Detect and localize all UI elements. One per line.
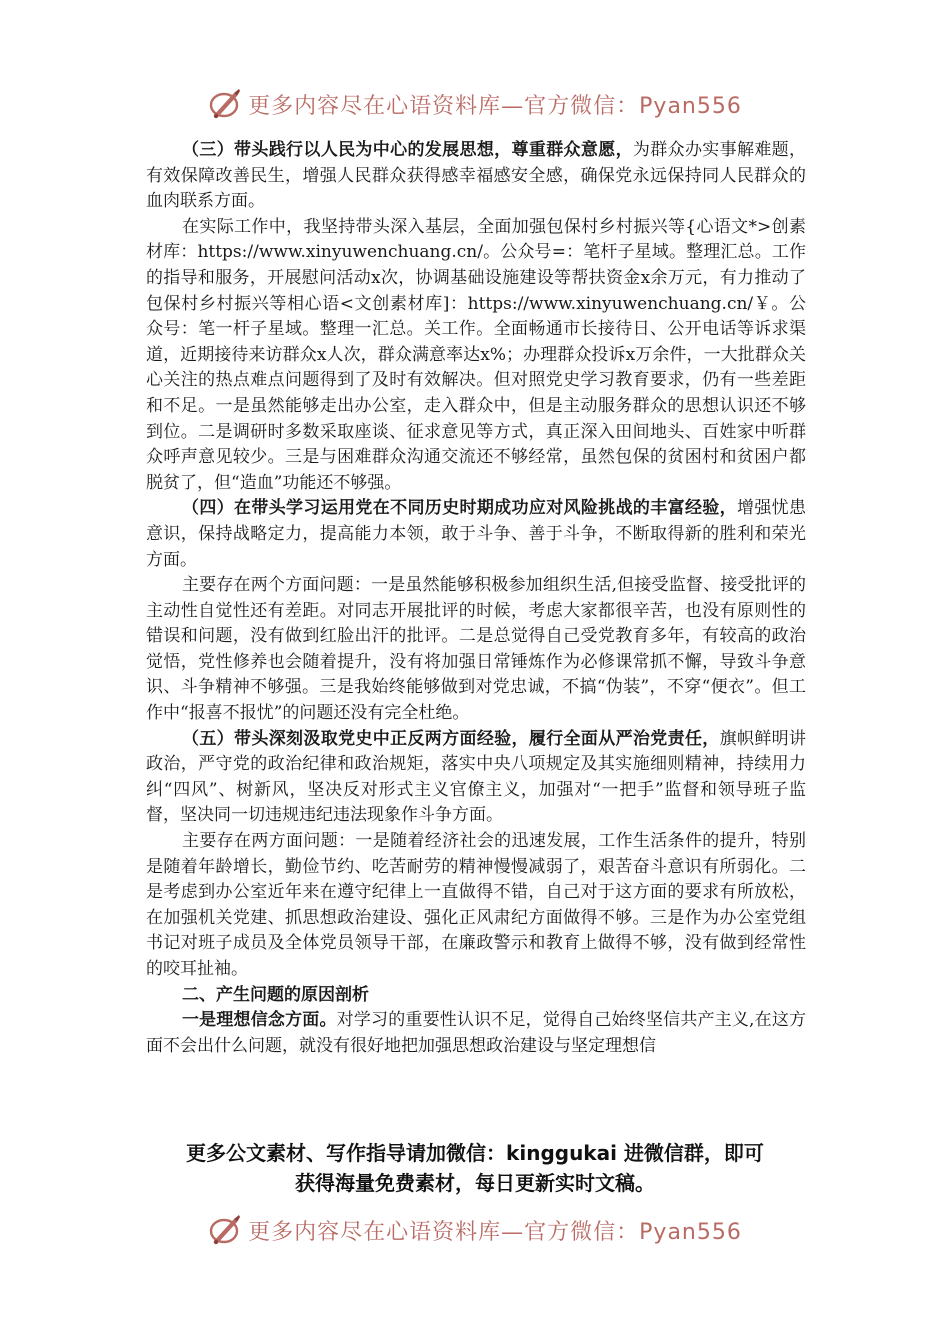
pen-logo-icon [208, 1213, 242, 1247]
paragraph: 主要存在两方面问题：一是随着经济社会的迅速发展，工作生活条件的提升，特别是随着年龄增长，勤俭节约、吃苦耐劳的精神慢慢减弱了，艰苦奋斗意识有所弱化。二是考虑到办公室近年来在遵守纪律上一直做得不错，自己对于这方面的要求有所放松，在加强机关党建、抓思想政治建设、强化正风肃纪方面做得不够。三是作为办公室党组书记对班子成员及全体党员领导干部，在廉政警示和教育上做得不够，没有做到经常性的咬耳扯袖。 [146, 831, 806, 979]
paragraph: （三）带头践行以人民为中心的发展思想，尊重群众意愿，为群众办实事解难题，有效保障改善民生，增强人民群众获得感幸福感安全感，确保党永远保持同人民群众的血肉联系方面。 [146, 140, 807, 212]
promo-line-2: 获得海量免费素材，每日更新实时文稿。 [295, 1171, 655, 1195]
pen-logo-icon [208, 87, 242, 121]
watermark-text: 更多内容尽在心语资料库—官方微信：Pyan556 [248, 1219, 742, 1245]
paragraph: 一是理想信念方面。对学习的重要性认识不足，觉得自己始终坚信共产主义,在这方面不会出什么问题，就没有很好地把加强思想政治建设与坚定理想信 [146, 1010, 807, 1056]
promo-banner [0, 1138, 950, 1198]
watermark-header [0, 84, 950, 124]
paragraph: （四）在带头学习运用党在不同历史时期成功应对风险挑战的丰富经验，增强忧患意识，保持战略定力，提高能力本领，敢于斗争、善于斗争，不断取得新的胜利和荣光方面。 [146, 498, 807, 570]
section-heading: 二、产生问题的原因剖析 [182, 984, 369, 1005]
promo-line-1: 更多公文素材、写作指导请加微信：kinggukai 进微信群，即可 [186, 1141, 764, 1165]
paragraph: 主要存在两个方面问题：一是虽然能够积极参加组织生活,但接受监督、接受批评的主动性自觉性还有差距。对同志开展批评的时候，考虑大家都很辛苦，也没有原则性的错误和问题，没有做到红脸出汗的批评。二是总觉得自己受党教育多年，有较高的政治觉悟，党性修养也会随着提升，没有将加强日常锤炼作为必修课常抓不懈，导致斗争意识、斗争精神不够强。三是我始终能够做到对党忠诚，不搞“伪装”，不穿“便衣”。但工作中“报喜不报忧”的问题还没有完全杜绝。 [146, 575, 806, 724]
watermark-footer [0, 1210, 950, 1250]
paragraph: （五）带头深刻汲取党史中正反两方面经验，履行全面从严治党责任，旗帜鲜明讲政治，严守党的政治纪律和政治规矩，落实中央八项规定及其实施细则精神，持续用力纠“四风”、树新风，坚决反对形式主义官僚主义，加强对“一把手”监督和领导班子监督，坚决同一切违规违纪违法现象作斗争方面。 [146, 728, 807, 826]
watermark-text: 更多内容尽在心语资料库—官方微信：Pyan556 [248, 93, 742, 119]
paragraph: 在实际工作中，我坚持带头深入基层，全面加强包保村乡村振兴等{心语文*>创素材库：https://www.xinyuwenchuang.cn/。公众号=：笔杆子星域。整理汇总。工作的指导和服务，开展慰问活动x次，协调基础设施建设等帮扶资金x余万元，有力推动了包保村乡村振兴等相心语<文创素材库]：https://www.xinyuwenchuang.cn/￥。公众号：笔一杆子星域。整理一汇总。关工作。全面畅通市长接待日、公开电话等诉求渠道，近期接待来访群众x人次，群众满意率达x%；办理群众投诉x万余件，一大批群众关心关注的热点难点问题得到了及时有效解决。但对照党史学习教育要求，仍有一些差距和不足。一是虽然能够走出办公室，走入群众中，但是主动服务群众的思想认识还不够到位。二是调研时多数采取座谈、征求意见等方式，真正深入田间地头、百姓家中听群众呼声意见较少。三是与困难群众沟通交流还不够经常，虽然包保的贫困村和贫困户都脱贫了，但“造血”功能还不够强。 [146, 216, 806, 493]
document-body [146, 138, 806, 1059]
